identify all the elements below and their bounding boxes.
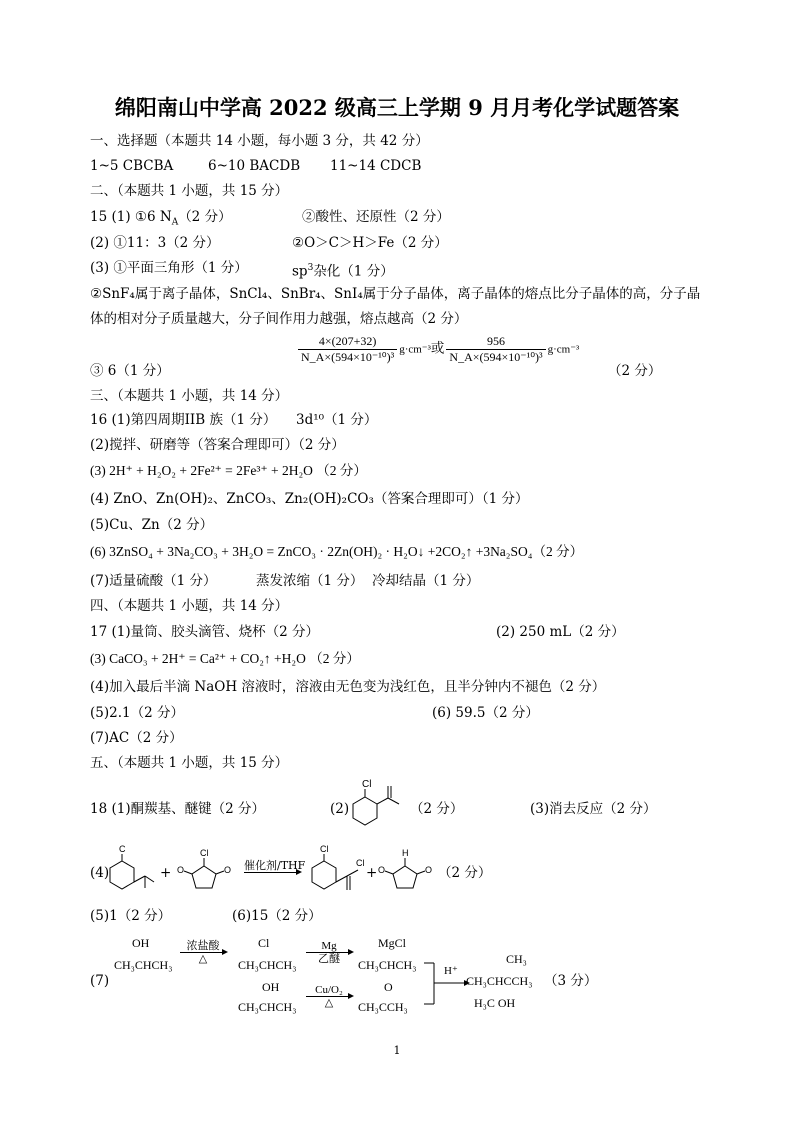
q18-6: (6)15（2 分） bbox=[232, 908, 322, 924]
section-3-heading: 三、（本题共 1 小题，共 14 分） bbox=[90, 388, 289, 404]
route-r3: CH₃CHCH₃ bbox=[358, 958, 417, 972]
q15-1b: ②酸性、还原性（2 分） bbox=[302, 209, 450, 225]
q18-4-product-1 bbox=[310, 842, 366, 902]
fraction-1: $\frac{4\times(207+32)}{\text{N\_A×(594×10⁻¹⁰)³}}$ bbox=[298, 334, 397, 365]
q18-2-score: （2 分） bbox=[410, 801, 464, 817]
svg-text:Cl: Cl bbox=[200, 848, 209, 858]
section-2-heading: 二、（本题共 1 小题，共 15 分） bbox=[90, 183, 289, 199]
svg-text:O: O bbox=[224, 865, 232, 875]
q18-4-plus-1: + bbox=[160, 865, 172, 881]
q16-7c: 冷却结晶（1 分） bbox=[372, 573, 480, 589]
svg-text:O: O bbox=[378, 865, 386, 875]
q16-1: 16 (1)第四周期IIB 族（1 分） bbox=[90, 412, 277, 428]
q16-6: (6) 3ZnSO₄ + 3Na₂CO₃ + 3H₂O = ZnCO₃ · 2Zn(OH)₂ · H₂O↓ +2CO₂↑ +3Na₂SO₄（2 分） bbox=[90, 544, 584, 559]
q18-4-arrow: 催化剂/THF bbox=[244, 859, 306, 872]
q15-3c-line1: ②SnF₄属于离子晶体，SnCl₄、SnBr₄、SnI₄属于分子晶体，离子晶体的熔点比分子晶体的高，分子晶 bbox=[90, 286, 701, 302]
q17-5: (5)2.1（2 分） bbox=[90, 705, 184, 721]
q17-3: (3) CaCO₃ + 2H⁺ = Ca²⁺ + CO₂↑ +H₂O （2 分） bbox=[90, 651, 360, 666]
q15-2b: ②O＞C＞H＞Fe（2 分） bbox=[292, 235, 448, 251]
route-r5-top: O bbox=[384, 980, 393, 994]
q16-4: (4) ZnO、Zn(OH)₂、ZnCO₃、Zn₂(OH)₂CO₃（答案合理即可）（1 分） bbox=[90, 491, 529, 507]
route-product-bottom: H₃C OH bbox=[474, 996, 516, 1010]
q18-4-reactant-1 bbox=[108, 842, 164, 902]
route-r4: CH₃CHCH₃ bbox=[238, 1000, 297, 1014]
svg-text:O: O bbox=[425, 865, 433, 875]
q15-1a: 15 (1) ①6 $N_A(2$ 分） bbox=[90, 209, 232, 228]
q18-1: 18 (1)酮羰基、醚键（2 分） bbox=[90, 801, 265, 817]
route-product: CH₃CHCCH₃ bbox=[466, 974, 533, 988]
route-arrow-3: Cu/O₂ △ bbox=[306, 984, 352, 1009]
section-1-heading: 一、选择题（本题共 14 小题，每小题 3 分，共 42 分） bbox=[90, 133, 429, 149]
q17-6: (6) 59.5（2 分） bbox=[432, 705, 539, 721]
route-r3-top: MgCl bbox=[378, 936, 407, 950]
fraction-2: $\frac{956}{\text{N\_A×(594×10⁻¹⁰)³}}$ bbox=[446, 334, 545, 365]
q15-3d: ③ 6（1 分） bbox=[90, 363, 170, 379]
density-formula: $\frac{4\times(207+32)}{\text{N\_A×(594×10⁻¹⁰)³}}$ g·cm⁻³或 $\frac{956}{\text{N\_A×(594×10⁻¹⁰)³}}$ g·cm⁻³ bbox=[296, 334, 579, 365]
section-4-heading: 四、（本题共 1 小题，共 14 分） bbox=[90, 598, 289, 614]
answer-11-14: 11~14 CDCB bbox=[330, 158, 422, 174]
svg-text:Cl: Cl bbox=[320, 844, 329, 854]
page-title: 绵阳南山中学高 2022 级高三上学期 9 月月考化学试题答案 bbox=[114, 95, 680, 120]
q18-5: (5)1（2 分） bbox=[90, 908, 172, 924]
q17-2: (2) 250 mL（2 分） bbox=[496, 624, 625, 640]
q16-7a: (7)适量硫酸（1 分） bbox=[90, 573, 217, 589]
page-number: 1 bbox=[393, 1044, 401, 1057]
route-product-top: CH₃ bbox=[506, 952, 527, 966]
route-r5: CH₃CCH₃ bbox=[358, 1000, 408, 1014]
q18-3: (3)消去反应（2 分） bbox=[530, 801, 657, 817]
q18-2-label: (2) bbox=[330, 801, 350, 817]
q16-1b: 3d¹⁰（1 分） bbox=[296, 412, 378, 428]
q16-7b: 蒸发浓缩（1 分） bbox=[256, 573, 364, 589]
route-arrow-2: Mg 乙醚 bbox=[306, 940, 352, 965]
q17-7: (7)AC（2 分） bbox=[90, 730, 183, 746]
q16-2: (2)搅拌、研磨等（答案合理即可）（2 分） bbox=[90, 437, 345, 453]
route-r1-top: OH bbox=[132, 936, 150, 950]
route-r2-top: Cl bbox=[258, 936, 270, 950]
q15-3c-line2: 体的相对分子质量越大，分子间作用力越强，熔点越高（2 分） bbox=[90, 311, 468, 327]
route-hplus: H⁺ bbox=[444, 965, 458, 977]
answer-6-10: 6~10 BACDB bbox=[208, 158, 301, 174]
q16-5: (5)Cu、Zn（2 分） bbox=[90, 517, 214, 533]
section-5-heading: 五、（本题共 1 小题，共 15 分） bbox=[90, 755, 289, 771]
q17-4: (4)加入最后半滴 NaOH 溶液时，溶液由无色变为浅红色，且半分钟内不褪色（2 分） bbox=[90, 679, 606, 695]
svg-text:H: H bbox=[402, 848, 409, 858]
route-arrow-1: 浓盐酸 △ bbox=[180, 940, 226, 965]
q18-7-label: (7) bbox=[90, 973, 110, 989]
q18-7-score: （3 分） bbox=[544, 973, 598, 989]
svg-text:Cl: Cl bbox=[362, 779, 372, 790]
svg-text:Cl: Cl bbox=[356, 858, 365, 868]
route-r4-top: OH bbox=[262, 980, 280, 994]
q18-4-product-2 bbox=[376, 846, 436, 894]
q17-1: 17 (1)量筒、胶头滴管、烧杯（2 分） bbox=[90, 624, 319, 640]
q18-2-structure bbox=[350, 776, 406, 838]
route-r2: CH₃CHCH₃ bbox=[238, 958, 297, 972]
q18-4-score: （2 分） bbox=[438, 865, 492, 881]
q15-3d-score: （2 分） bbox=[608, 363, 662, 379]
svg-text:O: O bbox=[177, 865, 185, 875]
q18-4-label: (4) bbox=[90, 865, 110, 881]
route-r1: CH₃CHCH₃ bbox=[114, 958, 173, 972]
q16-3: (3) 2H⁺ + H₂O₂ + 2Fe²⁺ = 2Fe³⁺ + 2H₂O （2 分） bbox=[90, 463, 367, 478]
q18-4-plus-2: + bbox=[366, 865, 378, 881]
q15-3b: $sp^3$杂化（1 分） bbox=[292, 263, 394, 280]
svg-text:C: C bbox=[119, 844, 126, 854]
q15-3a: (3) ①平面三角形（1 分） bbox=[90, 260, 248, 276]
q15-2a: (2) ①11：3（2 分） bbox=[90, 235, 220, 251]
q18-4-reactant-2 bbox=[176, 846, 232, 894]
answer-1-5: 1~5 CBCBA bbox=[90, 158, 174, 174]
